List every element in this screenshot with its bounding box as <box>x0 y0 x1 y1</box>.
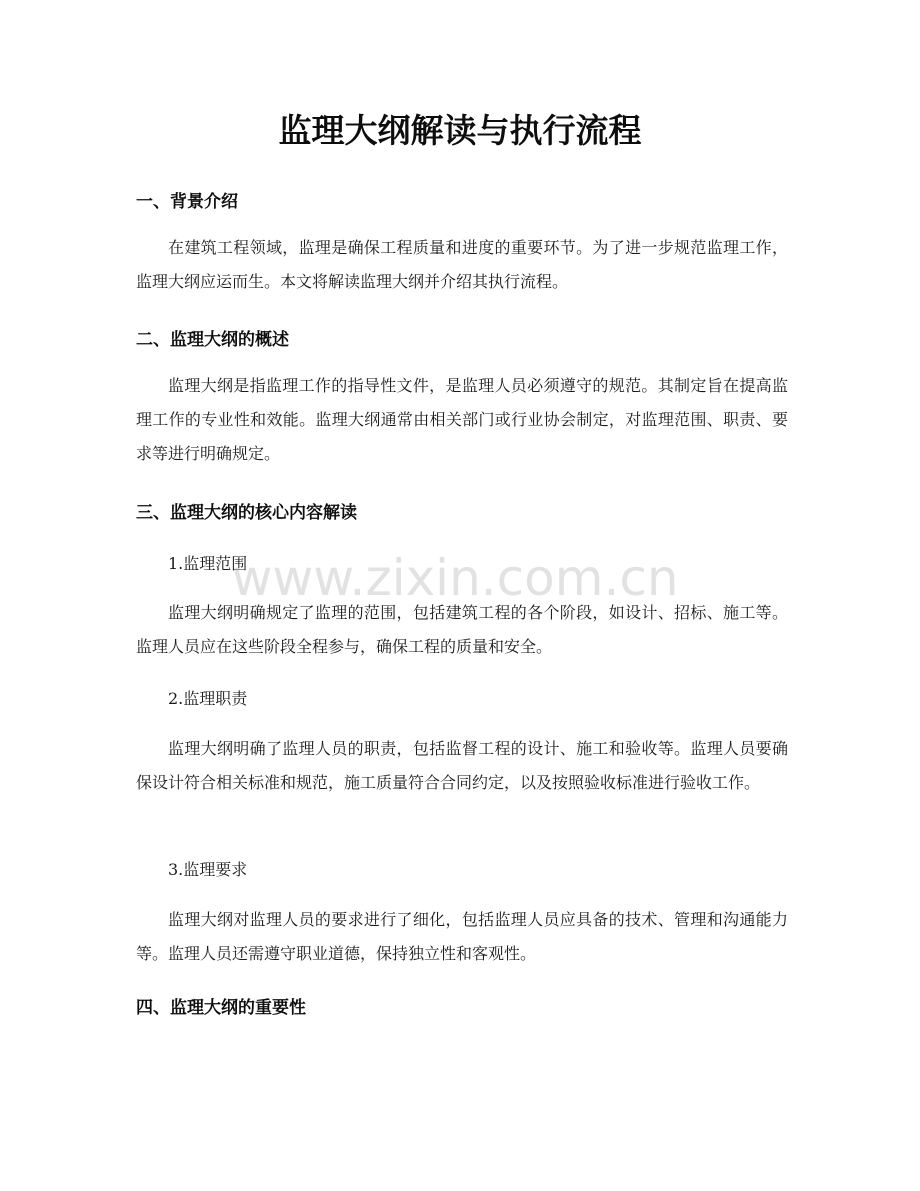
paragraph-scope: 监理大纲明确规定了监理的范围，包括建筑工程的各个阶段，如设计、招标、施工等。监理人员应在这些阶段全程参与，确保工程的质量和安全。 <box>136 603 788 656</box>
paragraph-duties: 监理大纲明确了监理人员的职责，包括监督工程的设计、施工和验收等。监理人员要确保设计符合相关标准和规范，施工质量符合合同约定，以及按照验收标准进行验收工作。 <box>136 739 788 792</box>
subheading-scope: 1.监理范围 <box>168 554 248 573</box>
section-heading-background: 一、背景介绍 <box>136 192 238 212</box>
paragraph-background: 在建筑工程领域，监理是确保工程质量和进度的重要环节。为了进一步规范监理工作，监理大纲应运而生。本文将解读监理大纲并介绍其执行流程。 <box>136 238 788 291</box>
watermark-text: www.zixin.com.cn <box>231 549 679 607</box>
section-heading-core-content: 三、监理大纲的核心内容解读 <box>136 503 357 523</box>
subheading-duties: 2.监理职责 <box>168 689 248 708</box>
page-title: 监理大纲解读与执行流程 <box>278 111 642 150</box>
paragraph-requirements: 监理大纲对监理人员的要求进行了细化，包括监理人员应具备的技术、管理和沟通能力等。监理人员还需遵守职业道德，保持独立性和客观性。 <box>136 910 788 963</box>
paragraph-overview: 监理大纲是指监理工作的指导性文件，是监理人员必须遵守的规范。其制定旨在提高监理工作的专业性和效能。监理大纲通常由相关部门或行业协会制定，对监理范围、职责、要求等进行明确规定。 <box>136 376 788 463</box>
section-heading-importance: 四、监理大纲的重要性 <box>136 998 306 1018</box>
section-heading-overview: 二、监理大纲的概述 <box>136 330 289 350</box>
subheading-requirements: 3.监理要求 <box>168 860 248 879</box>
